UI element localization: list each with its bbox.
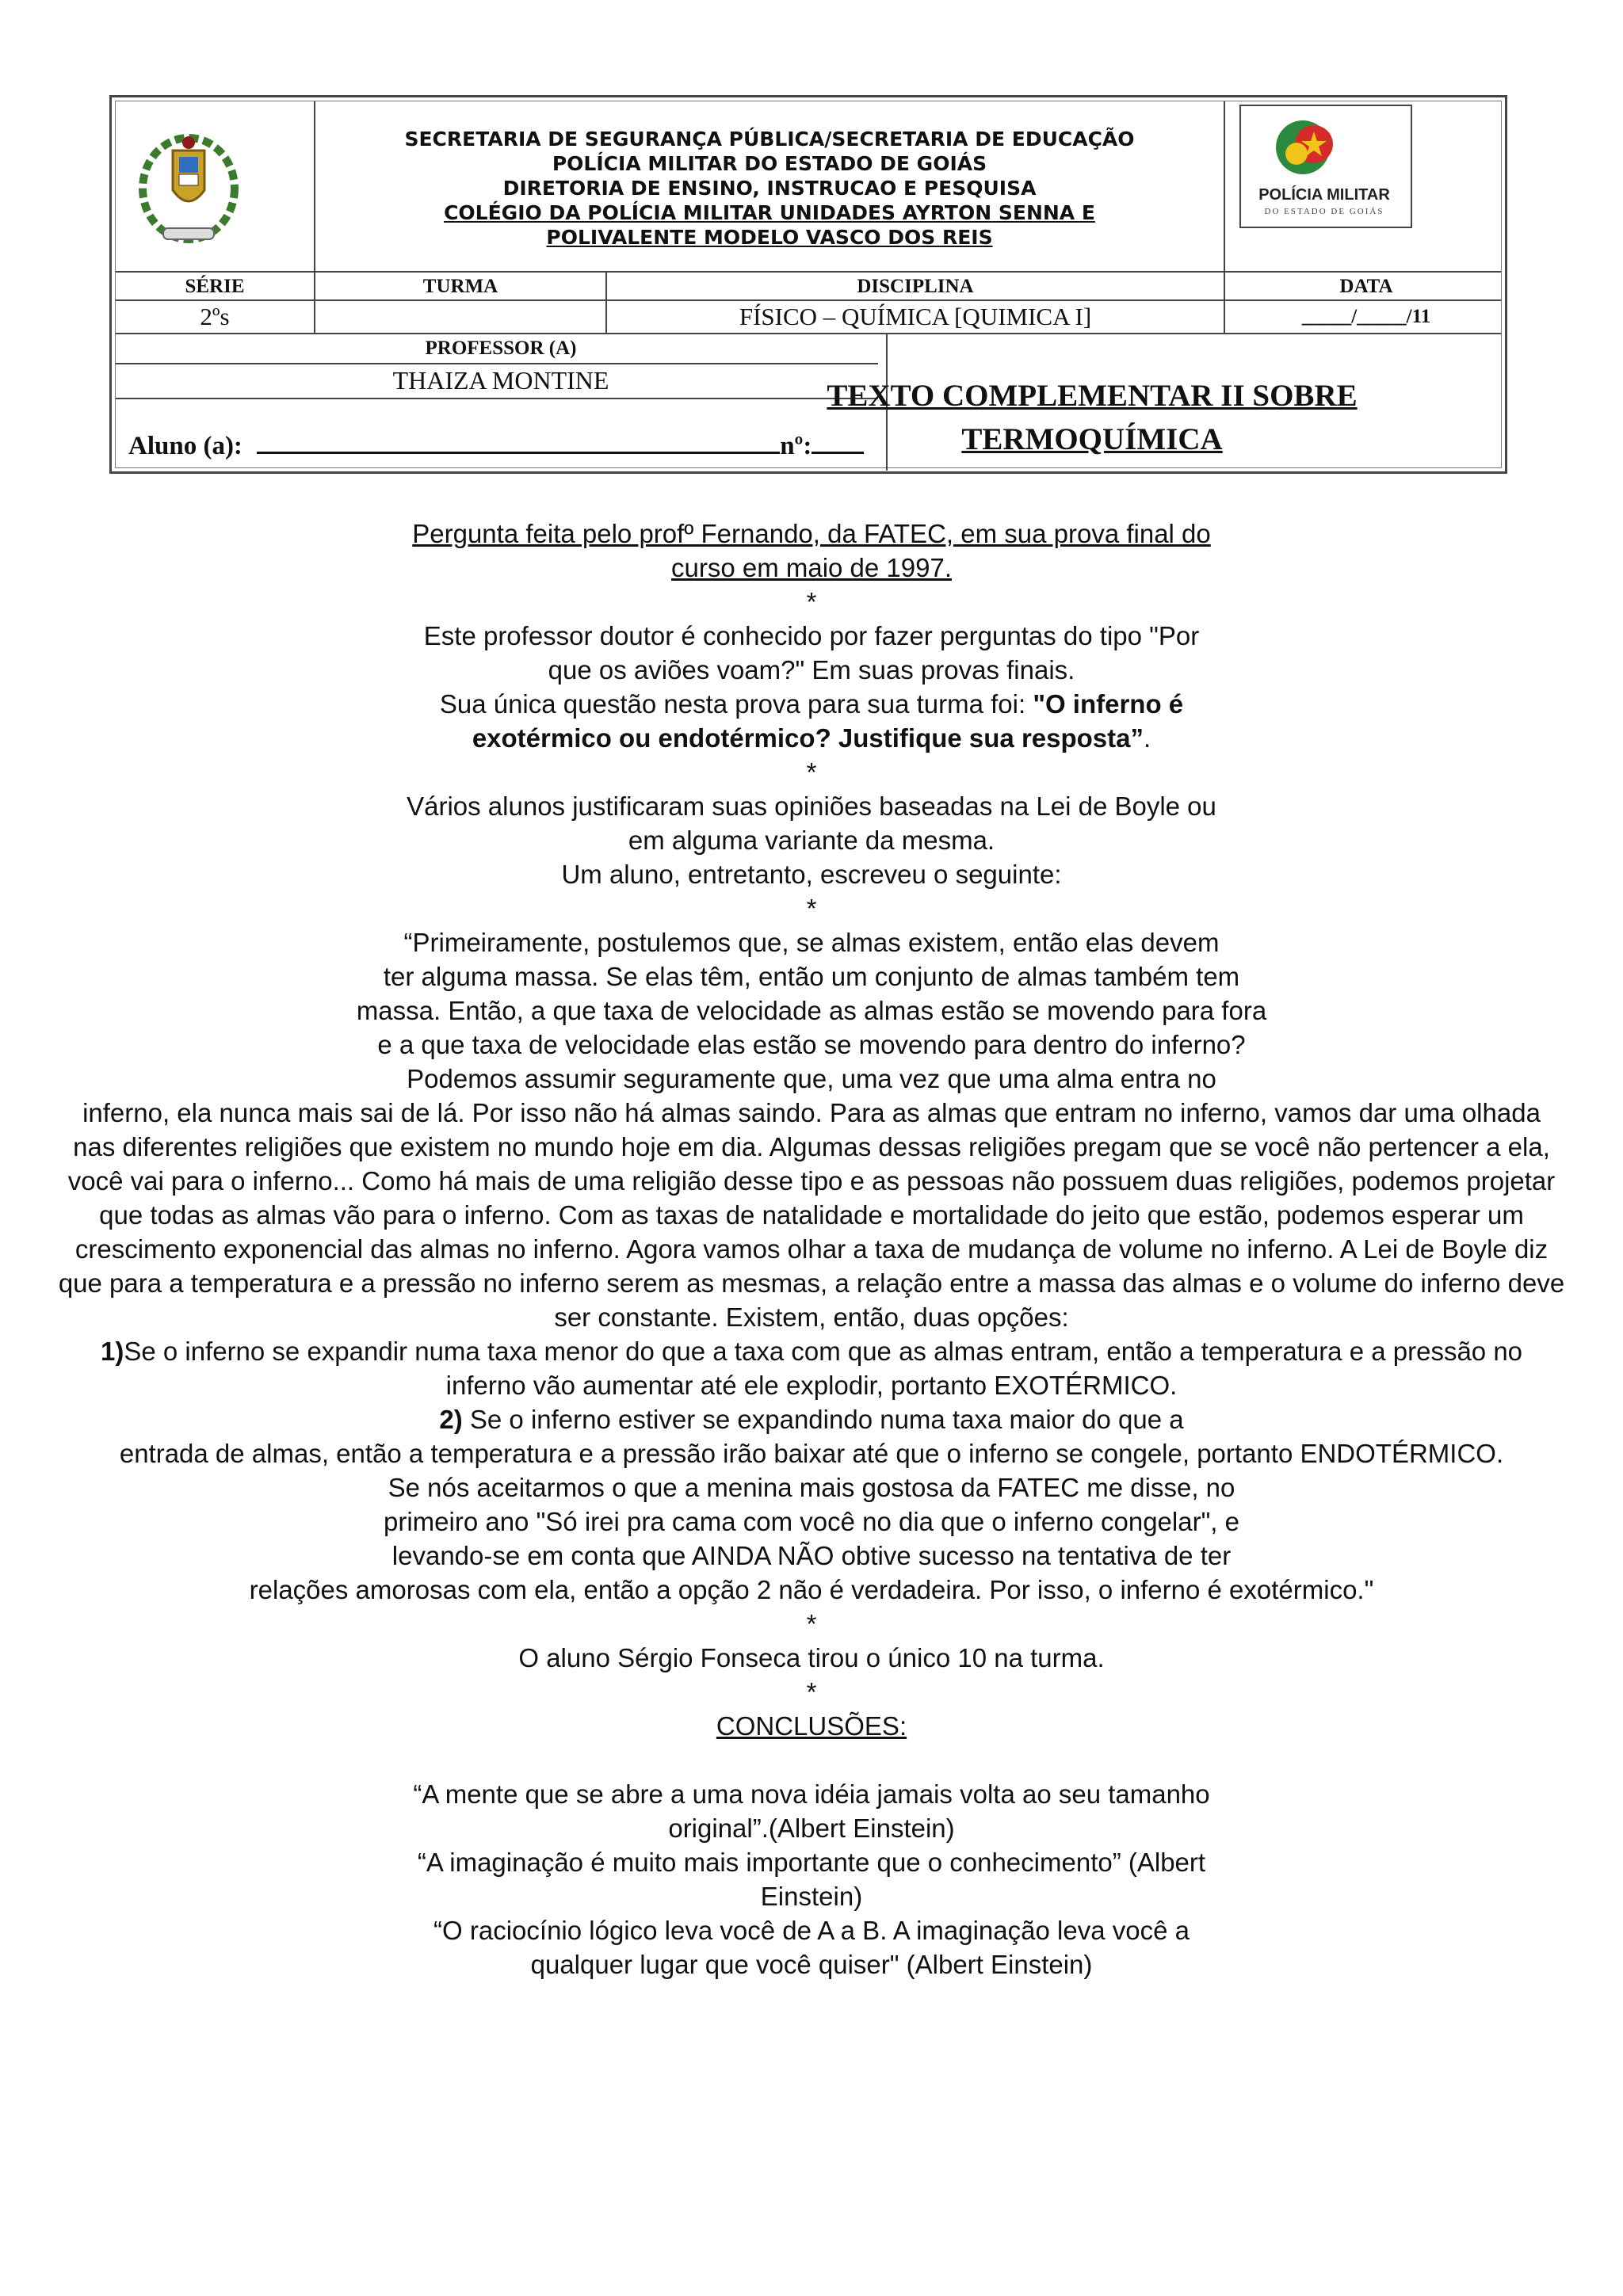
option-number: 1) (100, 1337, 124, 1366)
answer-line: inferno, ela nunca mais sai de lá. Por isso não há almas saindo. Para as almas que entram no inferno, vamos dar uma olhada (82, 1098, 1541, 1127)
quote-line: “A mente que se abre a uma nova idéia jamais volta ao seu tamanho (413, 1779, 1210, 1809)
conclusions-heading: CONCLUSÕES: (716, 1711, 907, 1741)
professor-value: THAIZA MONTINE (392, 366, 609, 395)
paragraph-line (0, 721, 1623, 755)
paragraph-line: em alguma variante da mesma. (628, 826, 995, 855)
intro-line: curso em maio de 1997. (670, 553, 953, 582)
grid-line (116, 363, 878, 364)
paragraph-line: Vários alunos justificaram suas opiniões baseadas na Lei de Boyle ou (407, 791, 1216, 821)
school-crest-icon (116, 101, 314, 271)
separator-star: * (806, 1609, 817, 1638)
policia-militar-logo (1239, 105, 1412, 228)
grid-line (116, 333, 1501, 334)
grid-line (116, 299, 1501, 301)
serie-value: 2ºs (200, 303, 230, 330)
institution-line: POLÍCIA MILITAR DO ESTADO DE GOIÁS (552, 152, 987, 175)
answer-line: “Primeiramente, postulemos que, se almas existem, então elas devem (403, 928, 1220, 957)
quote-line: “A imaginação é muito mais importante que o conhecimento” (Albert (417, 1848, 1206, 1877)
question-bold: exotérmico ou endotérmico? Justifique sua resposta” (472, 723, 1144, 753)
grid-line (116, 271, 1501, 273)
disciplina-label: DISCIPLINA (857, 276, 974, 297)
paragraph-line: Um aluno, entretanto, escreveu o seguinte: (561, 860, 1062, 889)
answer-line: levando-se em conta que AINDA NÃO obtive sucesso na tentativa de ter (391, 1541, 1232, 1570)
answer-line: crescimento exponencial das almas no inferno. Agora vamos olhar a taxa de mudança de volume no inferno. A Lei de Boyle diz (74, 1234, 1549, 1264)
institution-line: SECRETARIA DE SEGURANÇA PÚBLICA/SECRETARIA DE EDUCAÇÃO (404, 128, 1135, 151)
option-text: Se o inferno se expandir numa taxa menor do que a taxa com que as almas entram, então a temperatura e a pressão no (124, 1337, 1523, 1366)
separator-star: * (806, 1677, 817, 1707)
paragraph-line: que os aviões voam?" Em suas provas finais. (548, 655, 1075, 685)
title-line: TEXTO COMPLEMENTAR II SOBRE (827, 379, 1358, 413)
option-text: Se o inferno estiver se expandindo numa taxa maior do que a (462, 1405, 1184, 1434)
pm-emblem-icon (1241, 106, 1407, 223)
aluno-label: Aluno (a): (128, 432, 242, 460)
question-bold: "O inferno é (1033, 689, 1184, 719)
paragraph-line (0, 687, 1623, 721)
answer-line: ter alguma massa. Se elas têm, então um conjunto de almas também tem (383, 962, 1240, 991)
institution-line: COLÉGIO DA POLÍCIA MILITAR UNIDADES AYRTON SENNA E (444, 201, 1095, 224)
title-line: TERMOQUÍMICA (961, 422, 1223, 456)
answer-line: Se nós aceitarmos o que a menina mais gostosa da FATEC me disse, no (388, 1473, 1235, 1502)
answer-line: massa. Então, a que taxa de velocidade as almas estão se movendo para fora (356, 996, 1267, 1025)
answer-line: nas diferentes religiões que existem no mundo hoje em dia. Algumas dessas religiões pregam que se você não pertencer a ela, (73, 1132, 1550, 1161)
school-crest-cell (116, 101, 315, 271)
data-label: DATA (1339, 276, 1393, 297)
pm-logo-subtext: DO ESTADO DE GOIÁS (1264, 207, 1384, 216)
separator-star: * (806, 587, 817, 616)
institution-line: POLIVALENTE MODELO VASCO DOS REIS (546, 226, 993, 249)
quote-line: original”.(Albert Einstein) (668, 1814, 955, 1843)
turma-label: TURMA (422, 276, 498, 297)
grid-line (116, 398, 878, 399)
quote-line: qualquer lugar que você quiser" (Albert Einstein) (530, 1950, 1093, 1979)
serie-label: SÉRIE (185, 276, 245, 297)
answer-line: e a que taxa de velocidade elas estão se movendo para dentro do inferno? (377, 1030, 1246, 1059)
option-number: 2) (439, 1405, 463, 1434)
option-line (0, 1334, 1623, 1368)
result-line: O aluno Sérgio Fonseca tirou o único 10 na turma. (518, 1643, 1105, 1672)
quote-line: “O raciocínio lógico leva você de A a B. A imaginação leva você a (433, 1916, 1190, 1945)
paragraph-line: Este professor doutor é conhecido por fazer perguntas do tipo "Por (423, 621, 1200, 650)
aluno-field (128, 429, 864, 461)
question-intro: Sua única questão nesta prova para sua turma foi: (439, 689, 1033, 719)
separator-star: * (806, 757, 817, 787)
header-inner-frame (115, 101, 1502, 468)
answer-line: que para a temperatura e a pressão no inferno serem as mesmas, a relação entre a massa das almas e o volume do inferno deve (58, 1268, 1565, 1298)
document-body (0, 517, 1623, 1981)
document-header (109, 95, 1507, 474)
professor-label: PROFESSOR (A) (425, 338, 577, 359)
document-title (783, 374, 1401, 461)
blank-line (0, 1743, 1623, 1777)
institution-block (315, 101, 1224, 271)
answer-line: ser constante. Existem, então, duas opções: (554, 1302, 1069, 1332)
question-end: . (1144, 723, 1151, 753)
answer-line: você vai para o inferno... Como há mais de uma religião desse tipo e as pessoas não possuem duas religiões, podemos projetar (67, 1166, 1556, 1196)
quote-line: Einstein) (760, 1882, 863, 1911)
pm-logo-text: POLÍCIA MILITAR (1258, 186, 1390, 204)
data-value: _____/_____/11 (1301, 306, 1431, 327)
answer-line: primeiro ano "Só irei pra cama com você no dia que o inferno congelar", e (383, 1507, 1239, 1536)
answer-line: que todas as almas vão para o inferno. Com as taxas de natalidade e mortalidade do jeito que estão, podemos esperar um (99, 1200, 1524, 1230)
intro-line: Pergunta feita pelo profº Fernando, da FATEC, em sua prova final do (412, 519, 1211, 548)
answer-line: Podemos assumir seguramente que, uma vez que uma alma entra no (407, 1064, 1216, 1093)
numero-label: nº: (780, 432, 812, 460)
option-line: inferno vão aumentar até ele explodir, portanto EXOTÉRMICO. (445, 1371, 1178, 1400)
answer-line: relações amorosas com ela, então a opção 2 não é verdadeira. Por isso, o inferno é exotérmico." (249, 1575, 1374, 1604)
pm-logo-cell (1224, 101, 1501, 271)
option-line: entrada de almas, então a temperatura e a pressão irão baixar até que o inferno se congele, portanto ENDOTÉRMICO. (119, 1439, 1504, 1468)
institution-line: DIRETORIA DE ENSINO, INSTRUCAO E PESQUISA (502, 177, 1037, 200)
disciplina-value: FÍSICO – QUÍMICA [QUIMICA I] (739, 303, 1092, 330)
aluno-blank-line (257, 429, 780, 454)
option-line (0, 1402, 1623, 1436)
separator-star: * (806, 894, 817, 923)
